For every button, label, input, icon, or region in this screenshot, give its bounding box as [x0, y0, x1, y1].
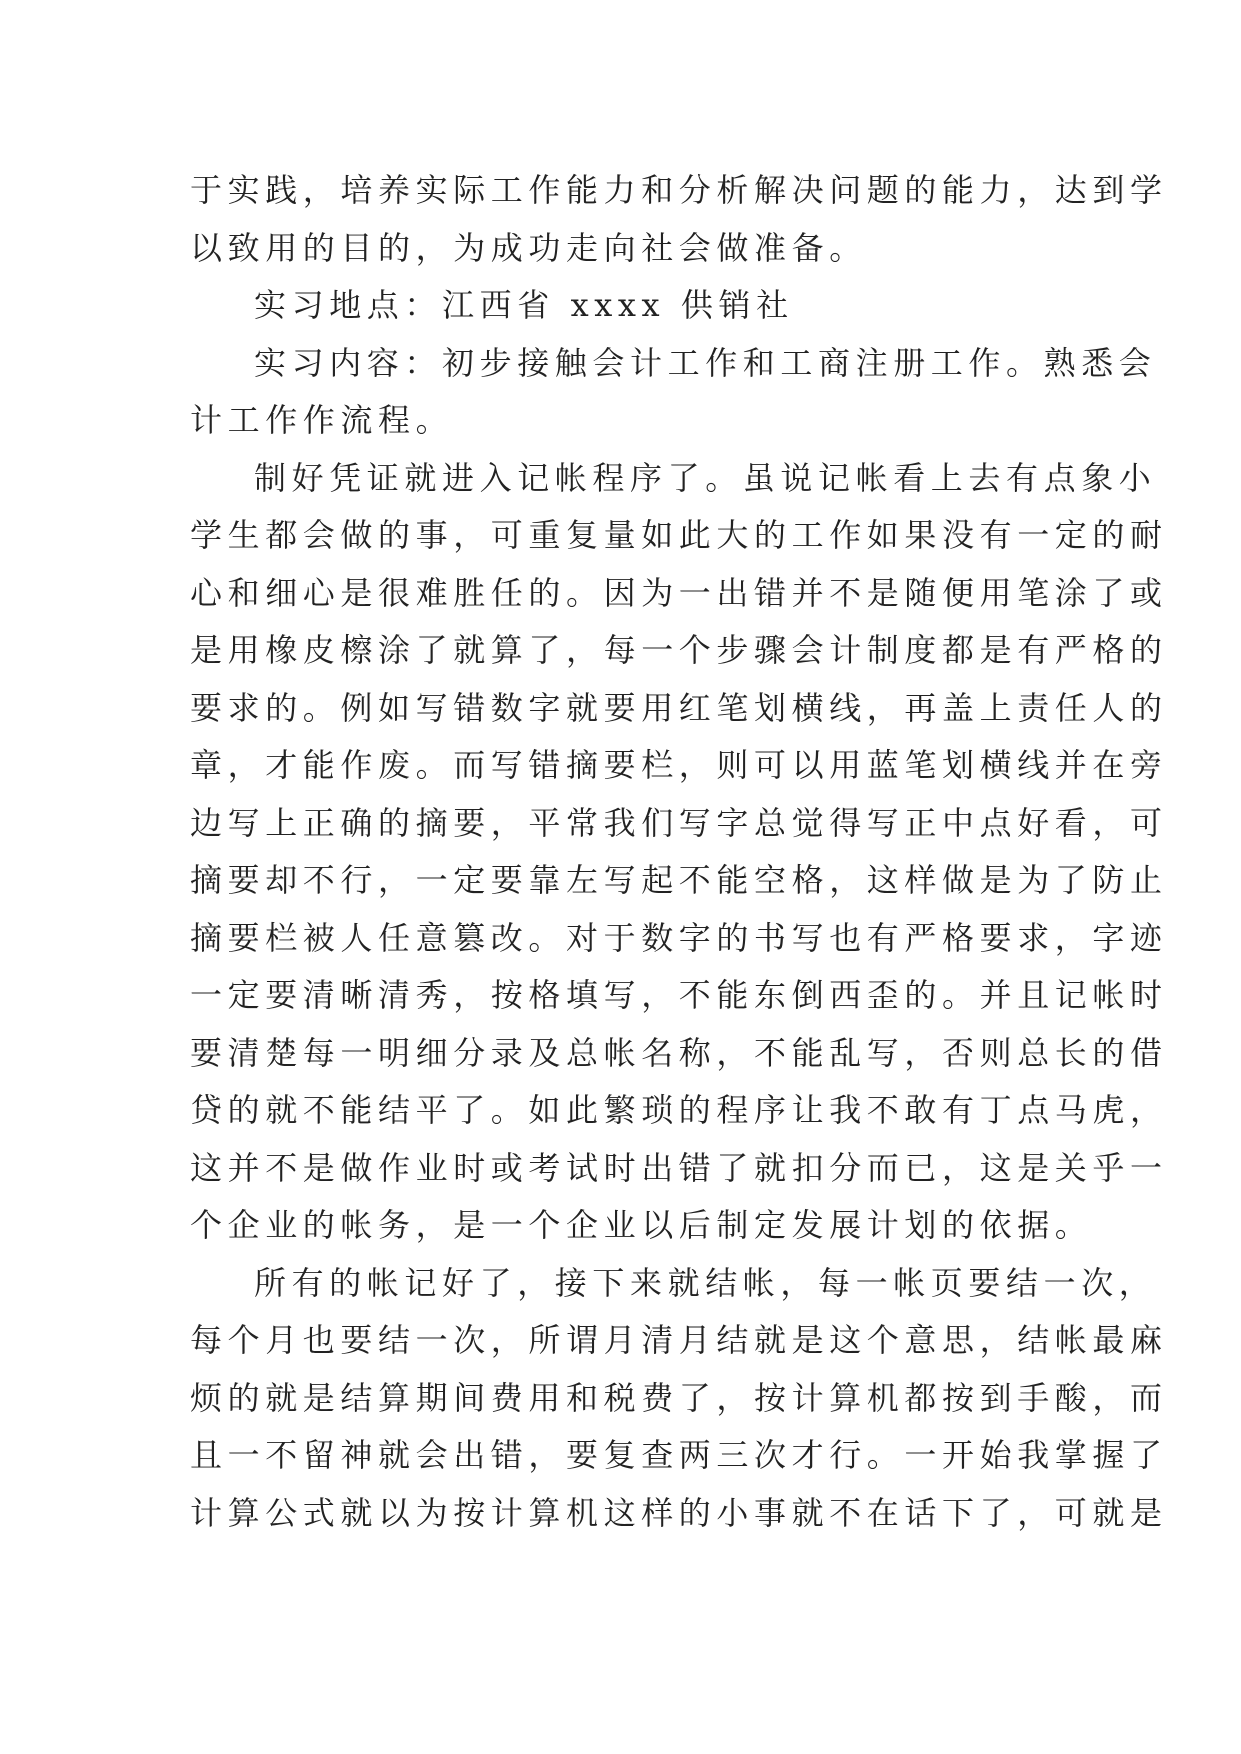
text-line: 计工作作流程。: [190, 401, 454, 439]
text-line: 所有的帐记好了，接下来就结帐，每一帐页要结一次，: [254, 1263, 1157, 1302]
text-line: 实习地点：江西省 xxxx 供销社: [254, 286, 794, 324]
text-line: 是用橡皮檫涂了就算了，每一个步骤会计制度都是有严格的: [190, 631, 1168, 669]
text-line: 个企业的帐务，是一个企业以后制定发展计划的依据。: [190, 1206, 1093, 1244]
text-line: 贷的就不能结平了。如此繁琐的程序让我不敢有丁点马虎，: [190, 1091, 1168, 1129]
text-line: 计算公式就以为按计算机这样的小事就不在话下了，可就是: [190, 1493, 1168, 1532]
text-line: 边写上正确的摘要，平常我们写字总觉得写正中点好看，可: [190, 803, 1168, 842]
text-line: 要求的。例如写错数字就要用红笔划横线，再盖上责任人的: [190, 688, 1168, 727]
text-line: 摘要栏被人任意篡改。对于数字的书写也有严格要求，字迹: [190, 918, 1168, 957]
text-line: 一定要清晰清秀，按格填写，不能东倒西歪的。并且记帐时: [190, 976, 1168, 1014]
body-text: [190, 162, 1168, 1542]
text-line: 每个月也要结一次，所谓月清月结就是这个意思，结帐最麻: [190, 1321, 1168, 1359]
text-line: 以致用的目的，为成功走向社会做准备。: [190, 228, 867, 267]
text-line: 实习内容：初步接触会计工作和工商注册工作。熟悉会: [254, 343, 1157, 382]
text-line: 学生都会做的事，可重复量如此大的工作如果没有一定的耐: [190, 516, 1168, 554]
paragraph-internship-content: [190, 335, 1157, 450]
paragraph-bookkeeping: [190, 450, 1168, 1255]
text-line: 心和细心是很难胜任的。因为一出错并不是随便用笔涂了或: [190, 573, 1168, 612]
text-line: 要清楚每一明细分录及总帐名称，不能乱写，否则总长的借: [190, 1033, 1168, 1072]
text-line: 于实践，培养实际工作能力和分析解决问题的能力，达到学: [190, 171, 1168, 209]
text-line: 烦的就是结算期间费用和税费了，按计算机都按到手酸，而: [190, 1378, 1168, 1417]
text-line: 章，才能作废。而写错摘要栏，则可以用蓝笔划横线并在旁: [190, 746, 1168, 784]
text-line: 摘要却不行，一定要靠左写起不能空格，这样做是为了防止: [190, 861, 1168, 899]
paragraph-internship-location: [190, 277, 1052, 335]
text-line: 且一不留神就会出错，要复查两三次才行。一开始我掌握了: [190, 1436, 1168, 1474]
paragraph-closing-accounts: [190, 1255, 1168, 1543]
text-line: 制好凭证就进入记帐程序了。虽说记帐看上去有点象小: [254, 458, 1157, 497]
text-line: 这并不是做作业时或考试时出错了就扣分而已，这是关乎一: [190, 1148, 1168, 1187]
paragraph-practice-purpose: [190, 162, 1168, 277]
